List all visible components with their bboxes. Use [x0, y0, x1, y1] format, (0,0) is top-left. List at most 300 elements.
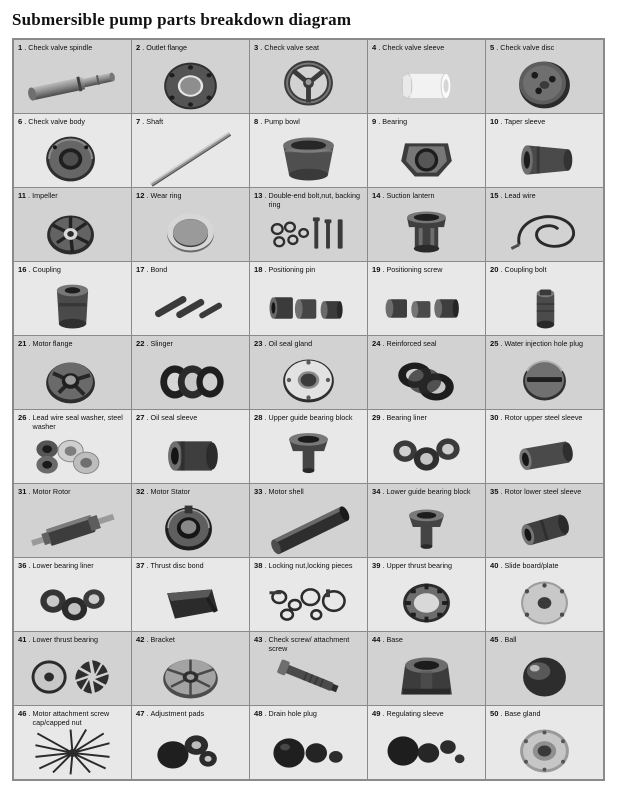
part-number-dot: . [500, 117, 503, 126]
part-name: Upper guide bearing block [268, 413, 353, 422]
part-label [14, 114, 131, 126]
part-number: 4 [372, 43, 377, 52]
part-label [368, 40, 485, 52]
part-illustration-rings-pair [368, 353, 485, 409]
part-number: 6 [18, 117, 23, 126]
part-cell [486, 484, 603, 557]
part-cell [486, 410, 603, 483]
part-illustration-motor-shell [250, 501, 367, 557]
part-name: Check valve body [28, 117, 86, 126]
part-cell [14, 336, 131, 409]
part-illustration-steel-sleeve [486, 427, 603, 483]
part-illustration-spindle [14, 57, 131, 113]
part-cell [14, 558, 131, 631]
part-label [486, 262, 603, 274]
part-name: Coupling [32, 265, 61, 274]
part-illustration-base-gland [486, 723, 603, 779]
part-number: 21 [18, 339, 27, 348]
part-illustration-lead-wire [486, 205, 603, 261]
part-number: 5 [490, 43, 495, 52]
part-label [368, 262, 485, 274]
part-number-dot: . [142, 43, 145, 52]
part-label [14, 706, 131, 727]
part-illustration-coupling [14, 279, 131, 335]
part-label [132, 114, 249, 126]
part-label [368, 410, 485, 422]
part-name: Thrust disc bond [150, 561, 204, 570]
part-number-dot: . [500, 487, 503, 496]
part-number-dot: . [264, 413, 267, 422]
part-number-dot: . [146, 487, 149, 496]
part-number: 11 [18, 191, 27, 200]
part-number-dot: . [24, 43, 27, 52]
part-number-dot: . [382, 265, 385, 274]
part-label [250, 484, 367, 496]
part-name: Pump bowl [264, 117, 300, 126]
part-number-dot: . [264, 191, 267, 200]
part-name: Check valve sleeve [382, 43, 445, 52]
part-cell [132, 336, 249, 409]
part-number: 50 [490, 709, 499, 718]
part-label [368, 114, 485, 126]
part-number-dot: . [146, 265, 149, 274]
part-number: 8 [254, 117, 259, 126]
part-number: 3 [254, 43, 259, 52]
part-cell [14, 632, 131, 705]
part-number: 24 [372, 339, 381, 348]
part-number: 42 [136, 635, 145, 644]
part-cell [132, 706, 249, 779]
part-label [250, 114, 367, 126]
part-number: 23 [254, 339, 263, 348]
part-illustration-drain-plug [250, 723, 367, 779]
part-cell [368, 632, 485, 705]
part-number-dot: . [24, 117, 27, 126]
part-label [486, 410, 603, 422]
part-label [368, 188, 485, 200]
part-illustration-screws [368, 279, 485, 335]
part-number-dot: . [382, 635, 385, 644]
part-number: 9 [372, 117, 377, 126]
part-cell [14, 484, 131, 557]
part-name: Locking nut,locking pieces [268, 561, 353, 570]
part-number: 31 [18, 487, 27, 496]
part-number-dot: . [382, 709, 385, 718]
part-number: 1 [18, 43, 23, 52]
part-illustration-shaft [132, 131, 249, 187]
part-cell [14, 40, 131, 113]
part-number-dot: . [28, 413, 31, 422]
part-name: Motor shell [268, 487, 304, 496]
part-number: 40 [490, 561, 499, 570]
part-cell [250, 484, 367, 557]
part-number-dot: . [146, 191, 149, 200]
part-illustration-slinger [132, 353, 249, 409]
part-illustration-white-sleeve [368, 57, 485, 113]
part-label [250, 706, 367, 718]
part-number: 18 [254, 265, 263, 274]
part-illustration-valve-body [14, 131, 131, 187]
part-number: 36 [18, 561, 27, 570]
part-label [250, 410, 367, 422]
part-name: Motor Rotor [32, 487, 71, 496]
part-number: 16 [18, 265, 27, 274]
part-name: Slinger [150, 339, 173, 348]
part-name: Bearing [382, 117, 408, 126]
part-name: Bearing liner [386, 413, 427, 422]
part-name: Motor Stator [150, 487, 191, 496]
part-label [14, 558, 131, 570]
part-illustration-bearing-block [368, 131, 485, 187]
part-number: 37 [136, 561, 145, 570]
part-name: Positioning pin [268, 265, 316, 274]
part-illustration-oil-seal-gland [250, 353, 367, 409]
part-illustration-lower-liners [14, 575, 131, 631]
part-cell [250, 632, 367, 705]
part-number-dot: . [382, 191, 385, 200]
part-cell [486, 188, 603, 261]
part-name: Lower bearing liner [32, 561, 94, 570]
part-label [250, 632, 367, 653]
part-cell [368, 114, 485, 187]
part-cell [486, 632, 603, 705]
part-cell [250, 188, 367, 261]
part-illustration-motor-flange [14, 353, 131, 409]
part-label [132, 40, 249, 52]
part-illustration-base [368, 649, 485, 705]
part-number-dot: . [28, 191, 31, 200]
part-number-dot: . [264, 339, 267, 348]
part-name: Upper thrust bearing [386, 561, 453, 570]
part-label [486, 114, 603, 126]
part-number: 49 [372, 709, 381, 718]
part-label [368, 706, 485, 718]
part-number: 25 [490, 339, 499, 348]
part-illustration-flange-ring [132, 57, 249, 113]
part-cell [132, 114, 249, 187]
part-illustration-thrust-disc-bond [132, 575, 249, 631]
part-illustration-rotor [14, 501, 131, 557]
part-illustration-valve-seat [250, 57, 367, 113]
part-cell [486, 262, 603, 335]
part-label [14, 188, 131, 200]
part-cell [368, 188, 485, 261]
part-label [132, 558, 249, 570]
part-cell [14, 114, 131, 187]
part-number-dot: . [28, 709, 31, 718]
part-cell [250, 558, 367, 631]
part-label [14, 410, 131, 431]
part-number: 10 [490, 117, 499, 126]
part-label [132, 632, 249, 644]
part-label [14, 632, 131, 644]
part-label [368, 336, 485, 348]
part-number-dot: . [264, 709, 267, 718]
part-number: 32 [136, 487, 145, 496]
part-illustration-rotor-lower-sleeve [486, 501, 603, 557]
part-cell [132, 484, 249, 557]
part-cell [250, 262, 367, 335]
part-number: 47 [136, 709, 145, 718]
part-name: Rotor lower steel sleeve [504, 487, 582, 496]
part-number: 15 [490, 191, 499, 200]
part-cell [14, 706, 131, 779]
part-name: Lead wire seal washer, steel washer [32, 413, 123, 431]
part-cell [368, 410, 485, 483]
part-illustration-lower-guide-block [368, 501, 485, 557]
part-number: 39 [372, 561, 381, 570]
part-number: 43 [254, 635, 263, 644]
part-name: Bond [150, 265, 168, 274]
part-label [250, 336, 367, 348]
part-cell [250, 114, 367, 187]
part-name: Taper sleeve [504, 117, 546, 126]
part-number: 41 [18, 635, 27, 644]
part-number: 14 [372, 191, 381, 200]
part-illustration-lower-thrust [14, 649, 131, 705]
part-illustration-pump-bowl [250, 131, 367, 187]
part-number-dot: . [146, 413, 149, 422]
part-label [250, 558, 367, 570]
part-number-dot: . [142, 117, 145, 126]
part-label [14, 40, 131, 52]
part-number: 38 [254, 561, 263, 570]
part-name: Lower thrust bearing [32, 635, 99, 644]
part-number: 45 [490, 635, 499, 644]
part-number: 26 [18, 413, 27, 422]
part-number-dot: . [260, 43, 263, 52]
part-label [132, 484, 249, 496]
part-label [250, 262, 367, 274]
part-cell [132, 558, 249, 631]
part-label [14, 484, 131, 496]
part-number-dot: . [382, 413, 385, 422]
part-number-dot: . [264, 265, 267, 274]
part-cell [368, 40, 485, 113]
part-number-dot: . [500, 265, 503, 274]
part-illustration-pins [250, 279, 367, 335]
part-cell [368, 706, 485, 779]
part-label [368, 632, 485, 644]
part-illustration-burst-screws [14, 723, 131, 779]
part-number: 22 [136, 339, 145, 348]
part-illustration-coupling-bolt [486, 279, 603, 335]
part-number: 12 [136, 191, 145, 200]
part-label [132, 336, 249, 348]
part-name: Impeller [32, 191, 58, 200]
part-number: 19 [372, 265, 381, 274]
part-name: Outlet flange [146, 43, 188, 52]
part-name: Reinforced seal [386, 339, 437, 348]
part-label [132, 706, 249, 718]
part-illustration-keys [132, 279, 249, 335]
part-number-dot: . [382, 487, 385, 496]
part-number-dot: . [28, 487, 31, 496]
part-number-dot: . [260, 117, 263, 126]
part-cell [250, 410, 367, 483]
part-label [14, 262, 131, 274]
part-number: 44 [372, 635, 381, 644]
part-cell [250, 706, 367, 779]
part-illustration-locking-parts [250, 575, 367, 631]
part-name: Regulating sleeve [386, 709, 444, 718]
part-illustration-thrust-bearing [368, 575, 485, 631]
part-label [486, 558, 603, 570]
part-number-dot: . [382, 561, 385, 570]
part-illustration-slide-board [486, 575, 603, 631]
part-number-dot: . [500, 709, 503, 718]
part-illustration-washers [14, 427, 131, 483]
part-name: Adjustment pads [150, 709, 205, 718]
part-cell [486, 40, 603, 113]
part-number-dot: . [378, 43, 381, 52]
part-label [250, 40, 367, 52]
part-cell [486, 558, 603, 631]
part-label [368, 484, 485, 496]
part-name: Wear ring [150, 191, 182, 200]
part-number-dot: . [28, 265, 31, 274]
part-cell [14, 262, 131, 335]
part-cell [250, 336, 367, 409]
part-illustration-pads [132, 723, 249, 779]
part-illustration-reg-sleeve [368, 723, 485, 779]
part-label [486, 40, 603, 52]
part-label [486, 632, 603, 644]
part-number-dot: . [500, 191, 503, 200]
part-number-dot: . [28, 635, 31, 644]
part-name: Oil seal sleeve [150, 413, 198, 422]
part-name: Water injection hole plug [504, 339, 583, 348]
part-name: Bracket [150, 635, 175, 644]
part-number: 34 [372, 487, 381, 496]
part-name: Lead wire [504, 191, 536, 200]
part-name: Double-end bolt,nut, backing ring [268, 191, 361, 209]
part-label [250, 188, 367, 209]
part-number: 46 [18, 709, 27, 718]
part-number: 48 [254, 709, 263, 718]
part-number: 30 [490, 413, 499, 422]
part-number: 35 [490, 487, 499, 496]
part-illustration-impeller [14, 205, 131, 261]
part-label [368, 558, 485, 570]
part-number: 17 [136, 265, 145, 274]
part-cell [132, 632, 249, 705]
part-number-dot: . [500, 635, 503, 644]
part-number: 13 [254, 191, 263, 200]
part-name: Shaft [146, 117, 164, 126]
part-illustration-taper-sleeve [486, 131, 603, 187]
part-cell [250, 40, 367, 113]
part-cell [132, 188, 249, 261]
part-cell [486, 114, 603, 187]
part-illustration-bracket [132, 649, 249, 705]
part-number-dot: . [146, 709, 149, 718]
part-name: Suction lantern [386, 191, 435, 200]
part-label [486, 336, 603, 348]
part-illustration-plug [486, 353, 603, 409]
part-cell [486, 336, 603, 409]
part-illustration-wear-ring [132, 205, 249, 261]
part-number-dot: . [382, 339, 385, 348]
part-label [132, 188, 249, 200]
part-number: 33 [254, 487, 263, 496]
part-illustration-ball [486, 649, 603, 705]
part-name: Lower guide bearing block [386, 487, 471, 496]
part-number-dot: . [500, 339, 503, 348]
part-name: Coupling bolt [504, 265, 547, 274]
part-illustration-liners [368, 427, 485, 483]
page-title: Submersible pump parts breakdown diagram [12, 10, 352, 29]
part-illustration-guide-block [250, 427, 367, 483]
part-cell [486, 706, 603, 779]
part-number-dot: . [28, 561, 31, 570]
part-illustration-check-screw [250, 649, 367, 705]
part-cell [368, 262, 485, 335]
part-label [132, 410, 249, 422]
part-number: 28 [254, 413, 263, 422]
part-name: Check screw/ attachment screw [268, 635, 350, 653]
part-number-dot: . [146, 339, 149, 348]
part-number: 7 [136, 117, 141, 126]
part-cell [132, 40, 249, 113]
parts-grid [13, 39, 604, 780]
part-label [486, 484, 603, 496]
part-cell [368, 336, 485, 409]
part-cell [368, 558, 485, 631]
part-cell [14, 410, 131, 483]
part-cell [14, 188, 131, 261]
parts-grid-container [12, 38, 605, 781]
part-illustration-oil-seal-sleeve [132, 427, 249, 483]
part-name: Base [386, 635, 403, 644]
part-number-dot: . [500, 413, 503, 422]
part-illustration-disc-holes [486, 57, 603, 113]
part-name: Ball [504, 635, 517, 644]
part-name: Check valve seat [264, 43, 320, 52]
part-name: Check valve spindle [28, 43, 93, 52]
part-number: 29 [372, 413, 381, 422]
part-number-dot: . [146, 561, 149, 570]
part-number-dot: . [378, 117, 381, 126]
part-number-dot: . [28, 339, 31, 348]
part-number-dot: . [146, 635, 149, 644]
part-cell [368, 484, 485, 557]
part-number: 20 [490, 265, 499, 274]
part-name: Drain hole plug [268, 709, 317, 718]
part-number: 2 [136, 43, 141, 52]
part-number-dot: . [496, 43, 499, 52]
part-label [132, 262, 249, 274]
part-label [486, 188, 603, 200]
part-name: Motor flange [32, 339, 73, 348]
part-cell [132, 262, 249, 335]
part-name: Positioning screw [386, 265, 443, 274]
part-illustration-suction-lantern [368, 205, 485, 261]
part-illustration-bolts-nuts [250, 205, 367, 261]
part-name: Oil seal gland [268, 339, 313, 348]
part-illustration-stator [132, 501, 249, 557]
part-cell [132, 410, 249, 483]
part-number: 27 [136, 413, 145, 422]
part-label [14, 336, 131, 348]
part-number-dot: . [500, 561, 503, 570]
part-name: Motor attachment screw cap/capped nut [32, 709, 110, 727]
part-name: Check valve disc [500, 43, 555, 52]
part-number-dot: . [264, 561, 267, 570]
part-label [486, 706, 603, 718]
part-name: Slide board/plate [504, 561, 559, 570]
part-number-dot: . [264, 487, 267, 496]
